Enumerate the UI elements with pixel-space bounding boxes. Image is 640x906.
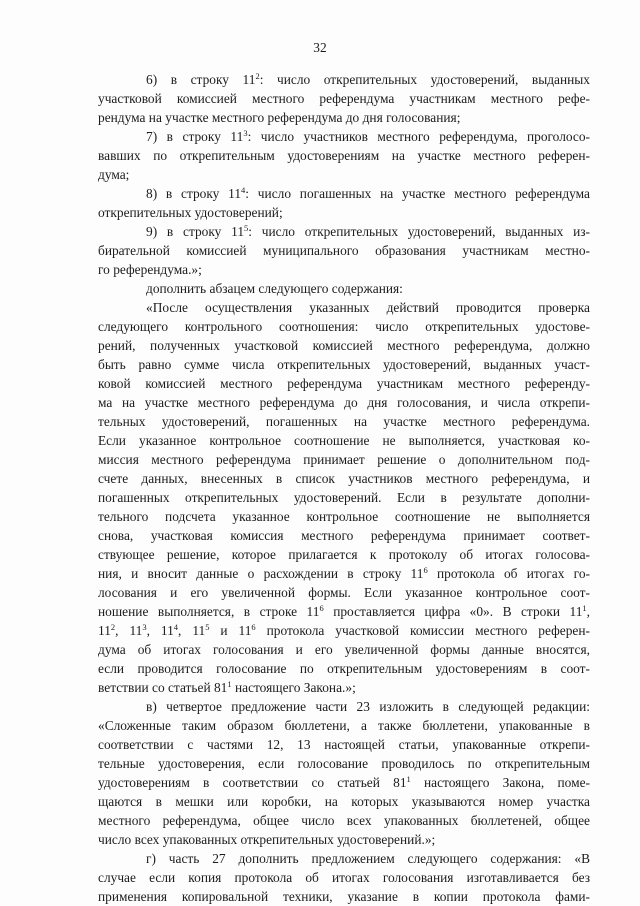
text-line [98,184,590,203]
text-line [98,678,590,697]
superscript-index: 3 [243,128,248,138]
text-line [98,868,590,887]
text-segment: бирательной комиссией муниципального образования участникам местно- [98,243,590,258]
text-segment: 11 [98,623,111,638]
text-line [98,393,590,412]
text-segment: , 11 [146,623,174,638]
text-segment: го референдума.»; [98,262,202,277]
text-line [98,488,590,507]
text-line [98,127,590,146]
text-line [98,298,590,317]
text-line [98,545,590,564]
text-segment: вавших по открепительным удостоверениям на участке местного референ- [98,148,590,163]
text-segment: настоящего Закона.»; [231,680,356,695]
text-segment: рений, полученных участковой комиссией местного референдума, должно [98,338,590,353]
text-line [98,640,590,659]
text-segment: участковой комиссией местного референдума участникам местного рефе- [98,91,590,106]
text-segment: тельного подсчета указанное контрольное соотношение не выполняется [98,509,590,524]
text-segment: , 11 [178,623,206,638]
text-segment: тельные удостоверения, если голосование проводилось по открепительным [98,756,590,771]
text-segment: щаются в мешки или коробки, на которых указываются номер участка [98,794,590,809]
text-segment: г) часть 27 дополнить предложением следующего содержания: «В [146,851,590,866]
text-segment: дума об итогах голосования и его увеличенной формы данные вносятся, [98,642,590,657]
text-segment: , 11 [115,623,143,638]
text-line [98,830,590,849]
text-segment: протокола об итогах го- [427,566,590,581]
text-line [98,374,590,393]
text-line [98,773,590,792]
page-number: 32 [313,40,327,55]
text-line [98,507,590,526]
text-line [98,621,590,640]
text-line [98,108,590,127]
text-line [98,811,590,830]
text-segment: ковой комиссией местного референдума участникам местного референду- [98,376,590,391]
superscript-index: 6 [319,603,324,613]
text-segment: проставляется цифра «0». В строки 11 [323,604,583,619]
text-segment: число всех упакованных открепительных удостоверений.»; [98,832,436,847]
text-segment: тельных удостоверений, погашенных на участке местного референдума. [98,414,590,429]
text-line [98,659,590,678]
superscript-index: 4 [173,622,179,632]
text-line [98,792,590,811]
text-line [98,317,590,336]
superscript-index: 5 [205,622,210,632]
text-segment: случае если копия протокола об итогах голосования изготавливается без [98,870,590,885]
text-segment: снова, участковая комиссия местного референдума принимает соответ- [98,528,590,543]
text-segment: «Сложенные таким образом бюллетени, а также бюллетени, упакованные в [98,718,590,733]
text-segment: соответствии с частями 12, 13 настоящей статьи, упакованные открепи- [98,737,590,752]
text-line [98,754,590,773]
text-segment: миссия местного референдума принимает решение о дополнительном под- [98,452,590,467]
text-line [98,260,590,279]
text-segment: рендума на участке местного референдума до дня голосования; [98,110,461,125]
text-line [98,526,590,545]
text-line [98,602,590,621]
text-segment: , [586,604,591,619]
superscript-index: 5 [244,223,249,233]
text-line [98,89,590,108]
text-segment: 9) в строку 11 [146,224,245,239]
text-line [98,583,590,602]
text-segment: : число погашенных на участке местного референдума [245,186,590,201]
text-line [98,469,590,488]
text-segment: следующего контрольного соотношения: число открепительных удостове- [98,319,590,334]
superscript-index: 2 [110,622,116,632]
superscript-index: 1 [227,679,232,689]
text-line [98,279,590,298]
text-segment: 6) в строку 11 [146,72,256,87]
text-segment: удостоверениям в соответствии со статьей 81 [98,775,407,790]
text-segment: Если указанное контрольное соотношение не выполняется, участковая ко- [98,433,590,448]
text-segment: : число открепительных удостоверений, выданных из- [248,224,590,239]
text-line [98,146,590,165]
text-segment: местного референдума, общее число всех упакованных бюллетеней, общее [98,813,590,828]
text-line [98,241,590,260]
superscript-index: 1 [582,603,587,613]
text-segment: ношение выполняется, в строке 11 [98,604,320,619]
text-line [98,412,590,431]
superscript-index: 4 [241,185,246,195]
superscript-index: 6 [251,622,256,632]
text-line [98,336,590,355]
text-segment: ствующее решение, которое прилагается к протоколу об итогах голосова- [98,547,590,562]
text-segment: если проводится голосование по открепительным удостоверениям в соот- [98,661,590,676]
text-segment: быть равно сумме числа открепительных удостоверений, выданных участ- [98,357,590,372]
text-segment: применения копировальной техники, указание в копии протокола фами- [98,889,590,904]
text-line [98,165,590,184]
text-line [98,450,590,469]
text-segment: 8) в строку 11 [146,186,242,201]
text-line [98,222,590,241]
text-segment: дума; [98,167,130,182]
superscript-index: 6 [423,565,428,575]
text-segment: дополнить абзацем следующего содержания: [146,281,403,296]
text-segment: счете данных, внесенных в список участников местного референдума, и [98,471,590,486]
text-segment: открепительных удостоверений; [98,205,283,220]
text-line [98,887,590,906]
superscript-index: 1 [406,774,411,784]
text-segment: : число открепительных удостоверений, выданных [259,72,590,87]
text-line [98,735,590,754]
text-segment: 7) в строку 11 [146,129,244,144]
text-line [98,355,590,374]
text-segment: и 11 [209,623,252,638]
text-segment: : число участников местного референдума, проголосо- [247,129,591,144]
superscript-index: 3 [142,622,147,632]
text-line [98,697,590,716]
text-segment: погашенных открепительных удостоверений. Если в результате дополни- [98,490,590,505]
text-line [98,564,590,583]
text-segment: протокола участковой комиссии местного референ- [255,623,590,638]
text-line [98,431,590,450]
text-segment: в) четвертое предложение части 23 изложить в следующей редакции: [146,699,590,714]
document-body [98,70,590,906]
text-segment: настоящего Закона, поме- [410,775,590,790]
text-line [98,70,590,89]
text-segment: ма на участке местного референдума до дня голосования, и числа открепи- [98,395,590,410]
text-line [98,716,590,735]
text-line [98,203,590,222]
text-segment: ния, и вносит данные о расхождении в строку 11 [98,566,424,581]
superscript-index: 2 [255,71,260,81]
text-segment: ветствии со статьей 81 [98,680,228,695]
text-segment: «После осуществления указанных действий проводится проверка [146,300,590,315]
text-segment: лосования и его увеличенной формы. Если указанное контрольное соот- [98,585,590,600]
text-line [98,849,590,868]
